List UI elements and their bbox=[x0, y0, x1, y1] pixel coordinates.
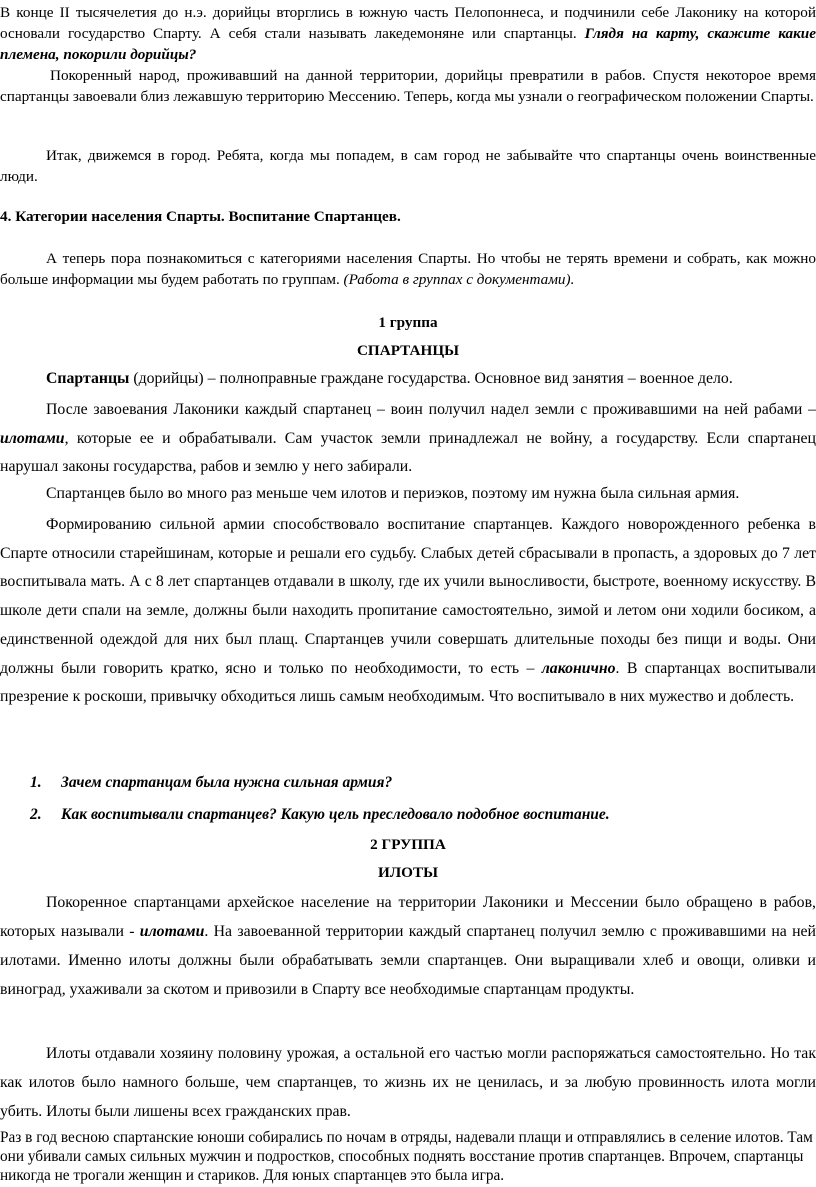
term-spartans: Спартанцы bbox=[46, 370, 130, 387]
term-helots: илотами bbox=[0, 429, 65, 447]
intro-map-question: Глядя на карту, скажите какие племена, покорили дорийцы? bbox=[0, 25, 816, 63]
question-item bbox=[30, 806, 810, 824]
question-number: 1. bbox=[30, 774, 42, 791]
group1-p1-rest: (дорийцы) – полноправные граждане государства. Основное вид занятия – военное дело. bbox=[129, 370, 733, 387]
term-laconic: лаконично bbox=[541, 659, 616, 677]
group1-p4-text-a: Формированию сильной армии способствовало воспитание спартанцев. Каждого новорожденного ребенка в Спарте относили старейшинам, которые и решали его судьбу. Слабых детей сбрасывали в пропасть, а здоровых до 7 лет воспитывала мать. А с 8 лет спартанцев отдавали в школу, где их учили выносливости, быстроте, военному искусству. В школе дети спали на земле, должны были находить пропитание самостоятельно, зимой и летом они ходили босиком, а единственной одеждой для них был плащ. Спартанцев учили совершать длительные походы без пищи и воды. Они должны были говорить кратко, ясно и только по необходимости, то есть – bbox=[0, 516, 816, 677]
section-heading: 4. Категории населения Спарты. Воспитание Спартанцев. bbox=[0, 208, 401, 225]
section-intro bbox=[0, 248, 816, 290]
group1-paragraph-4 bbox=[0, 511, 816, 712]
group2-label: 2 ГРУППА bbox=[370, 836, 446, 853]
question-item bbox=[30, 774, 810, 792]
group2-paragraph-2: Илоты отдавали хозяину половину урожая, а остальной его частью могли распоряжаться самостоятельно. Но так как илотов было намного больше, чем спартанцев, то жизнь их не ценилась, и за любую провинность илота могли убить. Илоты были лишены всех гражданских прав. bbox=[0, 1045, 816, 1120]
group2-paragraph-1 bbox=[0, 888, 816, 1004]
group1-p2-text-b: , которые ее и обрабатывали. Сам участок земли принадлежал не войну, а государству. Если спартанец нарушал законы государства, рабов и землю у него забирали. bbox=[0, 429, 816, 475]
group2-paragraph-3: Раз в год весною спартанские юноши собирались по ночам в отряды, надевали плащи и отправлялись в селение илотов. Там они убивали самых сильных мужчин и подростков, способных поднять восстание против спартанцев. Впрочем, спартанцы никогда не трогали женщин и стариков. Для юных спартанцев это была игра. bbox=[0, 1129, 813, 1184]
group1-paragraph-1 bbox=[0, 368, 816, 390]
question-text: Зачем спартанцам была нужна сильная армия? bbox=[61, 774, 393, 791]
question-text: Как воспитывали спартанцев? Какую цель преследовало подобное воспитание. bbox=[61, 806, 610, 823]
group1-paragraph-3: Спартанцев было во много раз меньше чем илотов и периэков, поэтому им нужна была сильная армия. bbox=[46, 485, 740, 502]
group1-paragraph-2 bbox=[0, 396, 816, 482]
group2-p1-text-b: . На завоеванной территории каждый спартанец получил землю с проживавшими на ней илотами. Именно илоты должны были обрабатывать земли спартанцев. Они выращивали хлеб и овощи, оливки и виноград, ухаживали за скотом и привозили в Спарту все необходимые спартанцам продукты. bbox=[0, 923, 816, 998]
group2-title: ИЛОТЫ bbox=[378, 864, 438, 881]
group2-p1-text-a: Покоренное спартанцами архейское население на территории Лаконики и Мессении было обращено в рабов, которых называли - bbox=[0, 894, 816, 940]
intro-text: В конце II тысячелетия до н.э. дорийцы вторглись в южную часть Пелопоннеса, и подчинили себе Лаконику на которой основали государство Спарту. А себя стали называть лакедемоняне или спартанцы. bbox=[0, 4, 816, 42]
group1-p4-text-b: . В спартанцах воспитывали презрение к роскоши, привычку обходиться лишь самым необходимым. Что воспитывало в них мужество и доблесть. bbox=[0, 659, 816, 706]
section-intro-note: (Работа в группах с документами). bbox=[343, 271, 575, 288]
section-intro-text: А теперь пора познакомиться с категориями населения Спарты. Но чтобы не терять времени и собрать, как можно больше информации мы будем работать по группам. bbox=[0, 250, 816, 288]
question-number: 2. bbox=[30, 806, 42, 823]
term-helots-2: илотами bbox=[139, 923, 205, 940]
group1-p2-text-a: После завоевания Лаконики каждый спартанец – воин получил надел земли с проживавшими на ней рабами – bbox=[46, 401, 816, 418]
intro-paragraph-1 bbox=[0, 2, 816, 65]
intro-paragraph-3: Итак, движемся в город. Ребята, когда мы попадем, в сам город не забывайте что спартанцы очень воинственные люди. bbox=[0, 147, 816, 185]
intro-paragraph-2: Покоренный народ, проживавший на данной территории, дорийцы превратили в рабов. Спустя некоторое время спартанцы завоевали близ лежавшую территорию Мессению. Теперь, когда мы узнали о географическом положении Спарты. bbox=[0, 67, 816, 105]
group1-title: СПАРТАНЦЫ bbox=[356, 342, 460, 359]
group1-label: 1 группа bbox=[378, 314, 438, 331]
